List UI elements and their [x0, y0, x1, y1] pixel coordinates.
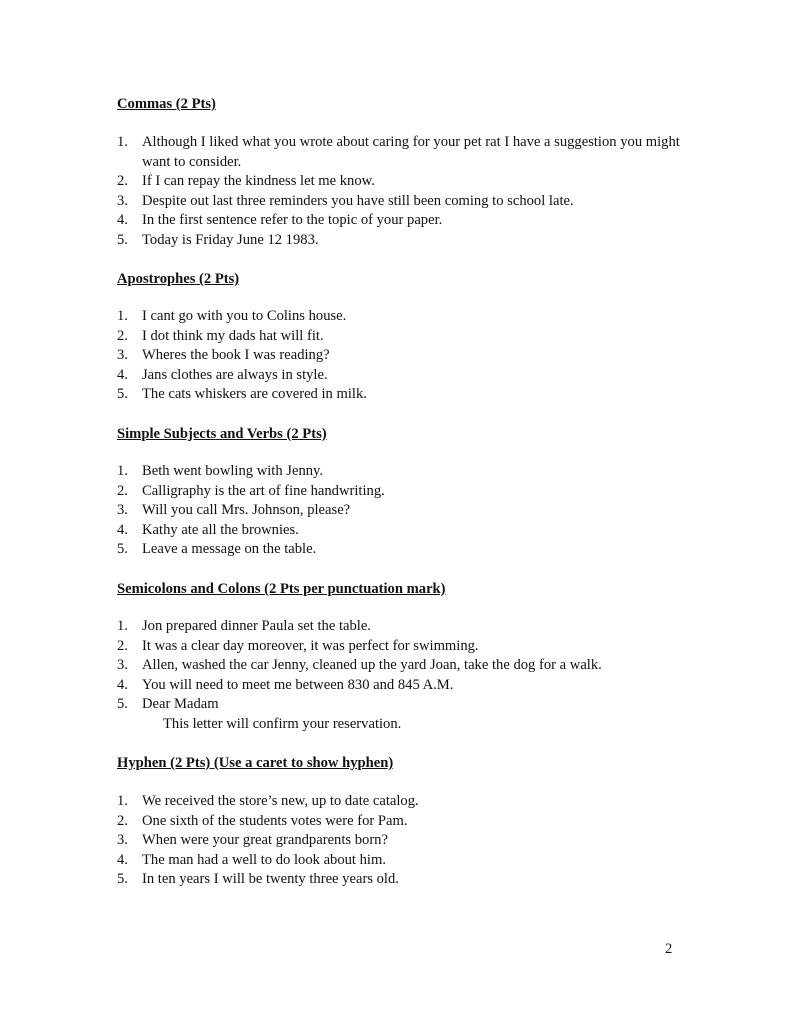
letter-body-line: This letter will confirm your reservation. — [163, 715, 402, 732]
item-number: 1. — [117, 618, 128, 634]
section-subjects-verbs — [117, 425, 697, 557]
item-text: One sixth of the students votes were for Pam. — [142, 812, 408, 829]
item-text: Jans clothes are always in style. — [142, 366, 328, 383]
item-number: 5. — [117, 696, 128, 712]
list-item — [117, 482, 697, 502]
section-apostrophes — [117, 270, 697, 402]
list-item — [117, 870, 697, 890]
item-text: It was a clear day moreover, it was perfect for swimming. — [142, 637, 479, 654]
item-number: 2. — [117, 482, 128, 499]
item-number: 5. — [117, 541, 128, 557]
item-text: Will you call Mrs. Johnson, please? — [142, 502, 351, 518]
item-text: I dot think my dads hat will fit. — [142, 327, 324, 344]
list-item — [117, 192, 697, 212]
item-number: 4. — [117, 851, 128, 868]
list-item — [117, 521, 697, 541]
list-item — [117, 501, 697, 521]
item-number: 3. — [117, 192, 128, 209]
section-hyphen — [117, 754, 697, 887]
list-item — [117, 231, 697, 251]
list-item — [117, 676, 697, 696]
item-text: The man had a well to do look about him. — [142, 851, 386, 868]
item-number: 3. — [117, 657, 128, 673]
exercise-list — [117, 133, 697, 250]
list-item — [117, 656, 697, 676]
item-number: 1. — [117, 463, 128, 479]
exercise-list — [117, 617, 697, 734]
item-number: 1. — [117, 134, 128, 150]
list-item — [117, 540, 697, 560]
item-number: 5. — [117, 231, 128, 248]
item-number: 3. — [117, 347, 128, 363]
item-number: 2. — [117, 173, 128, 189]
list-item — [117, 385, 697, 405]
section-semicolons-colons — [117, 580, 697, 732]
section-heading: Semicolons and Colons (2 Pts per punctuation mark) — [117, 581, 446, 597]
exercise-list — [117, 462, 697, 560]
list-item — [117, 366, 697, 386]
item-number: 5. — [117, 871, 128, 887]
list-item — [117, 637, 697, 657]
list-item — [117, 307, 697, 327]
item-number: 2. — [117, 637, 128, 654]
list-item — [117, 851, 697, 871]
list-item — [117, 133, 697, 172]
item-text: The cats whiskers are covered in milk. — [142, 386, 367, 402]
section-heading: Apostrophes (2 Pts) — [117, 271, 240, 287]
list-item — [117, 327, 697, 347]
item-text: Allen, washed the car Jenny, cleaned up the yard Joan, take the dog for a walk. — [142, 657, 602, 673]
item-text: In the first sentence refer to the topic of your paper. — [142, 212, 443, 228]
list-item — [117, 346, 697, 366]
item-number: 2. — [117, 812, 128, 829]
list-item — [117, 617, 697, 637]
item-text: In ten years I will be twenty three years old. — [142, 871, 399, 887]
item-text: Despite out last three reminders you have still been coming to school late. — [142, 192, 574, 209]
exercise-list — [117, 307, 697, 405]
item-text: We received the store’s new, up to date catalog. — [142, 793, 419, 809]
section-heading: Simple Subjects and Verbs (2 Pts) — [117, 426, 327, 442]
item-text: Calligraphy is the art of fine handwriting. — [142, 482, 385, 499]
section-commas — [117, 95, 697, 248]
item-text: Kathy ate all the brownies. — [142, 521, 299, 538]
list-item — [117, 462, 697, 482]
item-number: 3. — [117, 832, 128, 848]
item-number: 4. — [117, 366, 128, 383]
item-text: Beth went bowling with Jenny. — [142, 463, 324, 479]
item-text: Today is Friday June 12 1983. — [142, 231, 319, 248]
item-text: Dear Madam — [142, 696, 219, 712]
item-number: 4. — [117, 676, 128, 693]
item-text: Jon prepared dinner Paula set the table. — [142, 618, 371, 634]
item-text: Wheres the book I was reading? — [142, 347, 330, 363]
list-item — [117, 812, 697, 832]
list-item — [117, 792, 697, 812]
item-number: 3. — [117, 502, 128, 518]
list-item — [117, 831, 697, 851]
item-text: When were your great grandparents born? — [142, 832, 388, 848]
exercise-list — [117, 792, 697, 890]
item-text: You will need to meet me between 830 and 845 A.M. — [142, 676, 454, 693]
item-number: 2. — [117, 327, 128, 344]
list-item — [117, 172, 697, 192]
page-number: 2 — [665, 941, 673, 957]
list-item — [117, 211, 697, 231]
item-number: 5. — [117, 386, 128, 402]
section-heading: Commas (2 Pts) — [117, 96, 216, 112]
item-number: 1. — [117, 793, 128, 809]
section-heading: Hyphen (2 Pts) (Use a caret to show hyphen) — [117, 755, 394, 771]
item-text: Although I liked what you wrote about caring for your pet rat I have a suggestion you might want to consider. — [142, 134, 680, 170]
item-text: I cant go with you to Colins house. — [142, 308, 347, 324]
item-number: 1. — [117, 308, 128, 324]
item-number: 4. — [117, 212, 128, 228]
list-item — [117, 695, 697, 715]
item-text: If I can repay the kindness let me know. — [142, 173, 375, 189]
item-number: 4. — [117, 521, 128, 538]
item-text: Leave a message on the table. — [142, 541, 317, 557]
